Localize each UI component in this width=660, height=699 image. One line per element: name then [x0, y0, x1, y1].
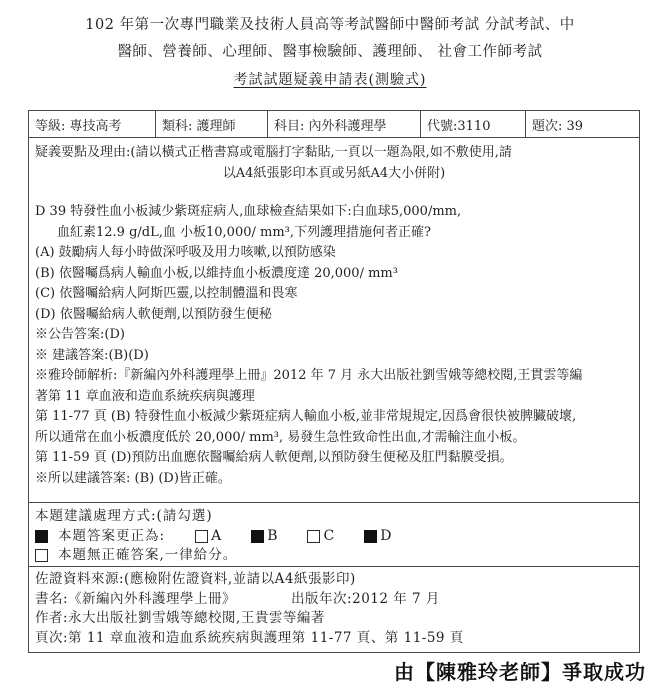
no-answer-label: 本題無正確答案,一律給分。: [58, 547, 238, 563]
suggested-answer: ※ 建議答案:(B)(D): [35, 347, 149, 363]
analysis-line3: 第 11-77 頁 (B) 特發性血小板減少紫斑症病人輸血小板,並非常規規定,因爲會很快被脾臟破壞,: [35, 409, 577, 424]
teacher-credit: 由【陳雅玲老師】爭取成功: [394, 660, 646, 684]
answer-option-c: [307, 527, 334, 547]
info-row: [29, 111, 639, 138]
handling-heading: 本題建議處理方式:(請勾選): [35, 508, 213, 524]
analysis-line1: ※雅玲師解析:『新編內外科護理學上冊』2012 年 7 月 永大出版社劉雪娥等總校閱,王貫雲等編: [35, 368, 583, 383]
book-title: 書名:《新編內外科護理學上冊》: [35, 590, 237, 607]
option-b: (B) 依醫囑爲病人輸血小板,以維持血小板濃度達 20,000/ mm³: [35, 265, 398, 281]
question-line1: D 39 特發性血小板減少紫斑症病人,血球檢查結果如下:白血球5,000/mm,: [35, 204, 462, 219]
answer-option-b: [251, 527, 277, 547]
evidence-heading: 佐證資料來源:(應檢附佐證資料,並請以A4紙張影印): [35, 571, 356, 587]
correct-answer-line: [35, 527, 633, 547]
checkbox-d: [364, 530, 377, 543]
exam-title-block: [0, 12, 660, 89]
analysis-line4: 所以通常在血小板濃度低於 20,000/ mm³, 易發生急性致命性出血,才需輸注血小板。: [35, 429, 526, 445]
answer-option-d: [364, 527, 391, 547]
option-d: (D) 依醫囑給病人軟便劑,以預防發生便秘: [35, 306, 272, 322]
announced-answer: ※公告答案:(D): [35, 327, 125, 342]
doubt-reason-cell: [29, 138, 639, 503]
spacer: [35, 184, 633, 202]
checkbox-a-label: A: [211, 527, 222, 544]
question-line2: 血紅素12.9 g/dL,血 小板10,000/ mm³,下列護理措施何者正確?: [57, 224, 431, 240]
option-c: (C) 依醫囑給病人阿斯匹靈,以控制體溫和畏寒: [35, 286, 298, 301]
no-answer-line: [35, 546, 633, 566]
author-line: 作者:永大出版社劉雪娥等總校閱,王貴雲等編著: [35, 610, 325, 626]
checkbox-b-label: B: [267, 527, 278, 544]
no-answer-checkbox: [35, 549, 48, 562]
checkbox-d-label: D: [380, 527, 392, 544]
question-no-cell: 題次: 39: [532, 119, 584, 134]
form-title: 考試試題疑義申請表(測驗式): [233, 72, 427, 88]
publish-year: 出版年次:2012 年 7 月: [291, 590, 440, 607]
analysis-line5: 第 11-59 頁 (D)預防出血應依醫囑給病人軟便劑,以預防發生便秘及肛門黏膜受損。: [35, 450, 513, 465]
checkbox-c-label: C: [323, 527, 335, 544]
subject-cell: 科目: 內外科護理學: [268, 111, 421, 137]
level-cell: 等級: 專技高考: [29, 111, 156, 137]
doubt-heading-line1: 疑義要點及理由:(請以橫式正楷書寫或電腦打字黏貼,一頁以一題為限,如不敷使用,請: [35, 145, 512, 160]
category-cell: 類科: 護理師: [156, 111, 268, 137]
checkbox-a: [195, 530, 208, 543]
code-cell: 代號:3110: [421, 111, 526, 137]
exam-title-line1: 102 年第一次專門職業及技術人員高等考試醫師中醫師考試 分試考試、中: [85, 17, 575, 33]
option-a: (A) 鼓勵病人每小時做深呼吸及用力咳嗽,以預防感染: [35, 245, 336, 260]
handling-cell: [29, 503, 639, 567]
correct-to-label: 本題答案更正為:: [58, 527, 166, 544]
appeal-form-table: [28, 110, 640, 653]
analysis-line2: 著第 11 章血液和造血系統疾病與護理: [35, 388, 255, 404]
book-line: [35, 590, 633, 610]
exam-title-line2: 醫師、營養師、心理師、醫事檢驗師、護理師、 社會工作師考試: [117, 44, 543, 60]
pages-line: 頁次:第 11 章血液和造血系統疾病與護理第 11-77 頁、第 11-59 頁: [35, 629, 464, 646]
doubt-heading-line2: 以A4紙張影印本頁或另紙A4大小併附): [222, 165, 446, 181]
checkbox-b: [251, 530, 264, 543]
correct-to-checkbox: [35, 530, 48, 543]
checkbox-c: [307, 530, 320, 543]
evidence-cell: [29, 567, 639, 652]
analysis-line6: ※所以建議答案: (B) (D)皆正確。: [35, 470, 231, 486]
answer-option-a: [195, 527, 221, 547]
